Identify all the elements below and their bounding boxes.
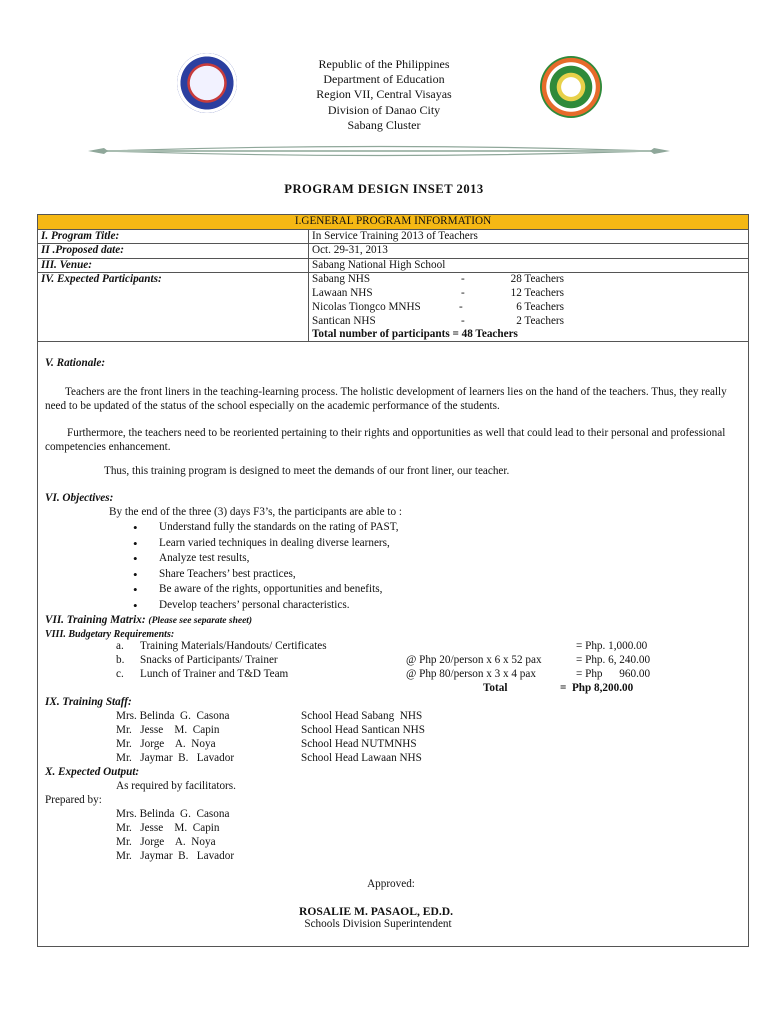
letterhead-line: Republic of the Philippines [318,57,450,71]
participant-count: 28 Teachers [510,273,564,286]
output-heading: X. Expected Output: [45,766,140,778]
participant-count: 6 Teachers [516,301,564,314]
decorative-divider [86,140,672,162]
budget-item-desc: Snacks of Participants/ Trainer [140,654,278,666]
participant-dash: - [461,287,465,300]
training-matrix-note: (Please see separate sheet) [148,616,253,626]
general-info-table [37,214,749,342]
letterhead-line: Division of Danao City [327,102,441,117]
participant-dash: - [461,315,465,328]
venue-label: III. Venue: [38,258,309,273]
program-title-value: In Service Training 2013 of Teachers [309,229,749,244]
objective-item: • Learn varied techniques in dealing diverse learners, [159,537,399,553]
participant-school: Lawaan NHS [312,287,373,300]
output-text: As required by facilitators. [116,780,236,792]
objectives-heading: VI. Objectives: [45,492,114,504]
budget-item-amount: = Php 960.00 [576,668,651,680]
budget-heading: VIII. Budgetary Requirements: [45,629,175,640]
staff-heading: IX. Training Staff: [45,696,132,708]
budget-item-desc: Lunch of Trainer and T&D Team [140,668,289,680]
proposed-date-value: Oct. 29-31, 2013 [309,244,749,259]
total-participants: Total number of participants = 48 Teachers [312,328,518,341]
budget-item-desc: Training Materials/Handouts/ Certificates [140,640,327,652]
staff-name: Mr. Jesse M. Capin [116,724,220,736]
approver-position: Schools Division Superintendent [304,918,452,930]
objective-item: • Share Teachers’ best practices, [159,568,399,584]
prepared-name: Mr. Jorge A. Noya [116,836,216,848]
objective-item: • Be aware of the rights, opportunities and benefits, [159,583,399,599]
staff-role: School Head Sabang NHS [301,710,423,722]
letterhead-line: Department of Education [323,72,445,87]
letterhead-line: Region VII, Central Visayas [316,87,452,102]
prepared-name: Mrs. Belinda G. Casona [116,808,230,820]
participants-label: IV. Expected Participants: [38,273,309,342]
staff-role: School Head Lawaan NHS [301,752,422,764]
participant-count: 12 Teachers [510,287,564,300]
participant-school: Sabang NHS [312,273,371,286]
objectives-list [159,521,399,614]
objectives-intro: By the end of the three (3) days F3’s, the participants are able to : [109,506,402,518]
letterhead [0,57,768,133]
section-header: I.GENERAL PROGRAM INFORMATION [38,215,749,230]
objective-item: • Develop teachers’ personal characteristics. [159,599,399,615]
staff-name: Mr. Jorge A. Noya [116,738,216,750]
staff-name: Mrs. Belinda G. Casona [116,710,230,722]
participants-list [309,273,749,342]
budget-total-label: Total [483,682,508,694]
objective-item: • Understand fully the standards on the rating of PAST, [159,521,399,537]
training-matrix-heading: VII. Training Matrix: [45,614,146,626]
staff-role: School Head Santican NHS [301,724,425,736]
participant-count: 2 Teachers [516,315,564,328]
budget-item-letter: a. [116,640,124,652]
participant-school: Nicolas Tiongco MNHS [312,301,421,314]
letterhead-line: Sabang Cluster [347,117,421,132]
prepared-name: Mr. Jaymar B. Lavador [116,850,235,862]
participant-dash: - [459,301,463,314]
budget-item-calc: @ Php 80/person x 3 x 4 pax [406,668,536,680]
program-title-label: I. Program Title: [38,229,309,244]
document-title: PROGRAM DESIGN INSET 2013 [284,182,484,196]
rationale-paragraph: Furthermore, the teachers need to be reoriented pertaining to their rights and opportunities as well that could lead to their personal and professional competencies enhancement. [45,427,726,453]
prepared-name: Mr. Jesse M. Capin [116,822,220,834]
venue-value: Sabang National High School [309,258,749,273]
budget-item-amount: = Php. 1,000.00 [576,640,648,652]
rationale-heading: V. Rationale: [45,357,106,369]
budget-item-letter: c. [116,668,124,680]
staff-name: Mr. Jaymar B. Lavador [116,752,235,764]
budget-item-calc: @ Php 20/person x 6 x 52 pax [406,654,542,666]
budget-item-amount: = Php. 6, 240.00 [576,654,651,666]
rationale-paragraph: Thus, this training program is designed to meet the demands of our front liner, our teacher. [104,465,510,477]
objective-item: • Analyze test results, [159,552,399,568]
approver-name: ROSALIE M. PASAOL, ED.D. [298,905,454,918]
training-matrix [45,614,252,629]
staff-role: School Head NUTMNHS [301,738,417,750]
prepared-label: Prepared by: [45,794,102,806]
rationale-paragraph: Teachers are the front liners in the teaching-learning process. The holistic development of learners lies on the hand of the teachers. Thus, they really need to be updated of the status of the school especially on the academic performance of the students. [45,386,727,412]
budget-total-value: = Php 8,200.00 [560,682,634,694]
proposed-date-label: II .Proposed date: [38,244,309,259]
approved-label: Approved: [367,878,415,890]
participant-school: Santican NHS [312,315,376,328]
participant-dash: - [461,273,465,286]
budget-item-letter: b. [116,654,125,666]
